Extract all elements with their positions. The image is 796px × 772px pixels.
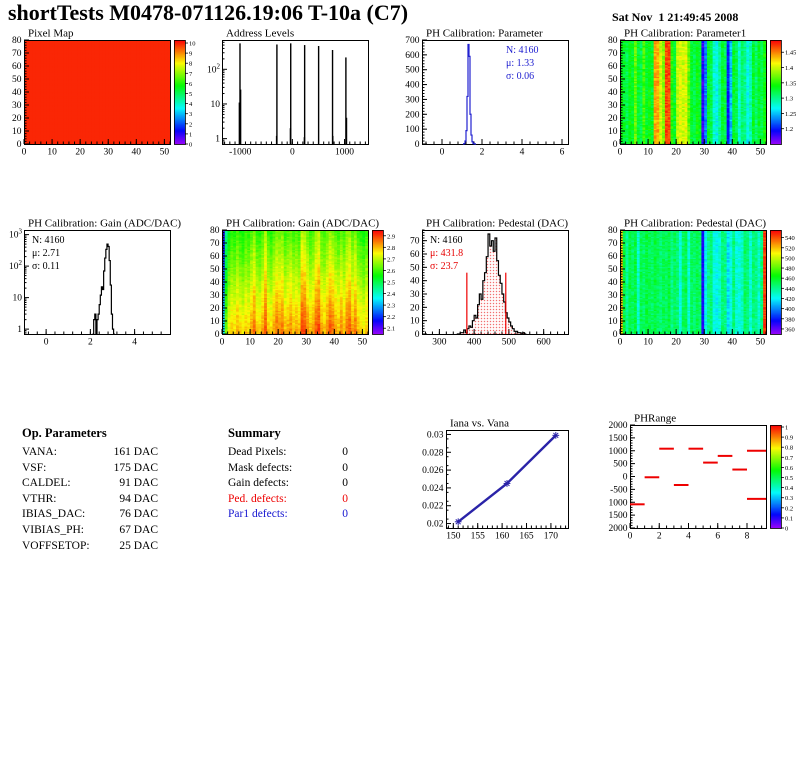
param-value: 175 DAC (113, 461, 158, 474)
param-value: 91 DAC (119, 477, 158, 490)
param-row (22, 461, 158, 477)
summary-label: Mask defects: (228, 461, 293, 474)
ph-parameter1-map-chart (600, 28, 796, 168)
phrange-chart (600, 406, 796, 546)
summary-value: 0 (342, 461, 348, 474)
summary-label: Gain defects: (228, 477, 289, 490)
param-value: 94 DAC (119, 492, 158, 505)
param-row (22, 507, 158, 523)
param-row (22, 523, 158, 539)
summary-row (228, 445, 348, 461)
summary-value: 0 (342, 492, 348, 505)
param-value: 25 DAC (119, 539, 158, 552)
param-row (22, 445, 158, 461)
page-title: shortTests M0478-071126.19:06 T-10a (C7) (8, 0, 409, 25)
pedestal-map-chart (600, 218, 796, 358)
summary-title: Summary (228, 426, 281, 440)
summary-label: Dead Pixels: (228, 446, 287, 458)
param-label: VSF: (22, 461, 47, 474)
param-value: 67 DAC (119, 523, 158, 536)
param-label: VTHR: (22, 492, 57, 505)
summary-row (228, 507, 348, 523)
op-parameters-block (22, 426, 158, 554)
param-label: VANA: (22, 446, 57, 458)
param-label: VIBIAS_PH: (22, 523, 84, 536)
param-value: 161 DAC (113, 446, 158, 458)
summary-block (228, 426, 348, 523)
op-parameters-title: Op. Parameters (22, 426, 107, 440)
pixel-map-chart (4, 28, 200, 168)
param-row (22, 539, 158, 555)
gain-map-chart (202, 218, 398, 358)
pedestal-hist-chart (402, 218, 598, 358)
address-levels-chart (202, 28, 398, 168)
summary-row (228, 476, 348, 492)
param-label: CALDEL: (22, 477, 71, 490)
param-value: 76 DAC (119, 508, 158, 521)
ph-parameter-hist-chart (402, 28, 598, 168)
param-label: IBIAS_DAC: (22, 508, 86, 521)
param-row (22, 476, 158, 492)
gain-hist-chart (4, 218, 200, 358)
param-row (22, 492, 158, 508)
summary-value: 0 (342, 446, 348, 458)
param-label: VOFFSETOP: (22, 539, 90, 552)
summary-value: 0 (342, 508, 348, 521)
summary-row (228, 492, 348, 508)
summary-label: Ped. defects: (228, 492, 287, 505)
iana-vs-vana-chart (402, 406, 598, 546)
summary-row (228, 461, 348, 477)
timestamp: Sat Nov 1 21:49:45 2008 (612, 10, 739, 24)
summary-value: 0 (342, 477, 348, 490)
summary-label: Par1 defects: (228, 508, 288, 521)
